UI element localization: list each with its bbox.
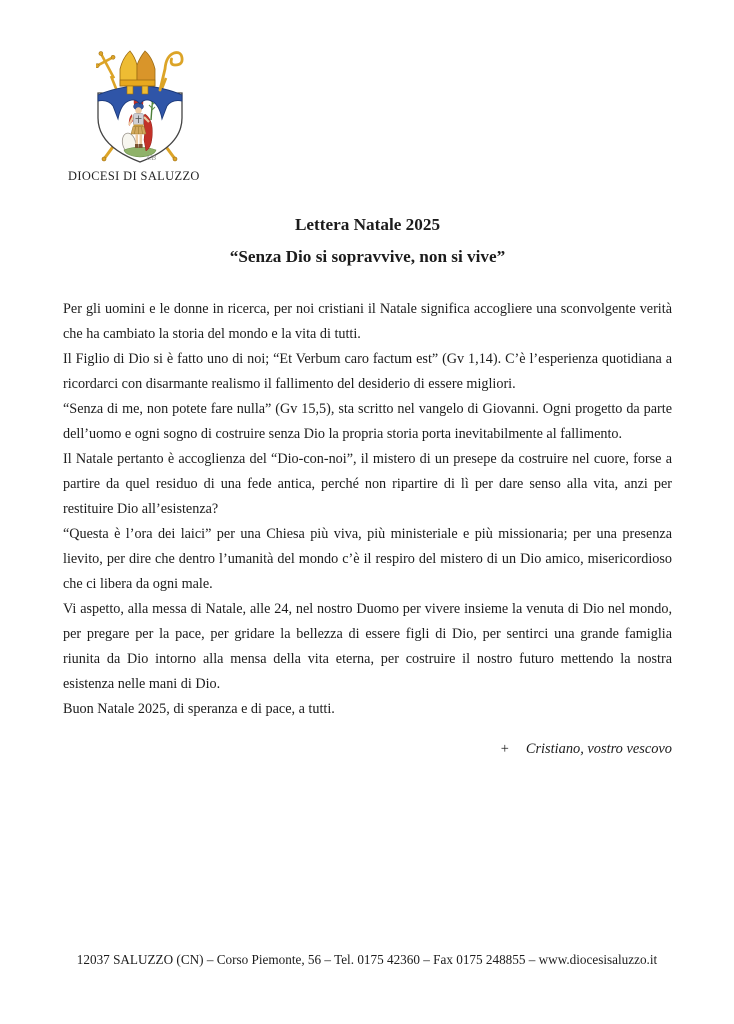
letter-paragraph: Buon Natale 2025, di speranza e di pace, a tutti.: [63, 701, 335, 717]
letter-paragraph: Vi aspetto, alla messa di Natale, alle 24, nel nostro Duomo per vivere insieme la venuta di Dio nel mondo, per pregare per la pace, per gridare la bellezza di essere figli di Dio, per sentirci una grande famiglia riunita da Dio intorno alla mensa della vita eterna, per costruire il nostro futuro mettendo la nostra esistenza nelle mani di Dio.: [63, 601, 672, 692]
cross: [96, 48, 124, 83]
footer-address: 12037 SALUZZO (CN) – Corso Piemonte, 56 – Tel. 0175 42360 – Fax 0175 248855 – www.diocesisaluzzo.it: [76, 952, 658, 967]
letter-paragraph: Il Natale pertanto è accoglienza del “Dio-con-noi”, il mistero di un presepe da costruire nel cuore, forse a partire da quel residuo di una fede antica, perché non ripartire di lì per dare senso alla vita, anzi per restituire Dio all’esistenza?: [63, 451, 672, 517]
letter-body: [63, 297, 672, 722]
letter-paragraph: “Questa è l’ora dei laici” per una Chiesa più viva, più ministeriale e più missionaria; per una presenza lievito, per dire che dentro l’umanità del mondo c’è il respiro del mistero di un Dio amico, misericordioso che ci libera da ogni male.: [63, 526, 672, 592]
signature-name: Cristiano, vostro vescovo: [525, 741, 672, 757]
letter-paragraph: Per gli uomini e le donne in ricerca, per noi cristiani il Natale significa accogliere una sconvolgente verità che ha cambiato la storia del mondo e la vita di tutti.: [63, 301, 672, 342]
letter-paragraph: Il Figlio di Dio si è fatto uno di noi; “Et Verbum caro factum est” (Gv 1,14). C’è l’esperienza quotidiana a ricordarci con disarmante realismo il fallimento del desiderio di essere migliori.: [63, 351, 672, 392]
signature-cross: +: [500, 741, 509, 757]
letter-paragraph: “Senza di me, non potete fare nulla” (Gv 15,5), sta scritto nel vangelo di Giovanni. Ogni progetto da parte dell’uomo e ogni sogno di costruire senza Dio la propria storia porta inevitabilmente al fallimento.: [63, 401, 672, 442]
signature-line: [501, 737, 672, 762]
letter-subtitle: “Senza Dio si sopravvive, non si vive”: [229, 247, 506, 266]
letter-title: Lettera Natale 2025: [294, 215, 441, 234]
logo-caption: DIOCESI DI SALUZZO: [68, 169, 200, 183]
diocese-coat-of-arms-icon: [96, 48, 184, 166]
svg-text:CB: CB: [147, 154, 156, 162]
